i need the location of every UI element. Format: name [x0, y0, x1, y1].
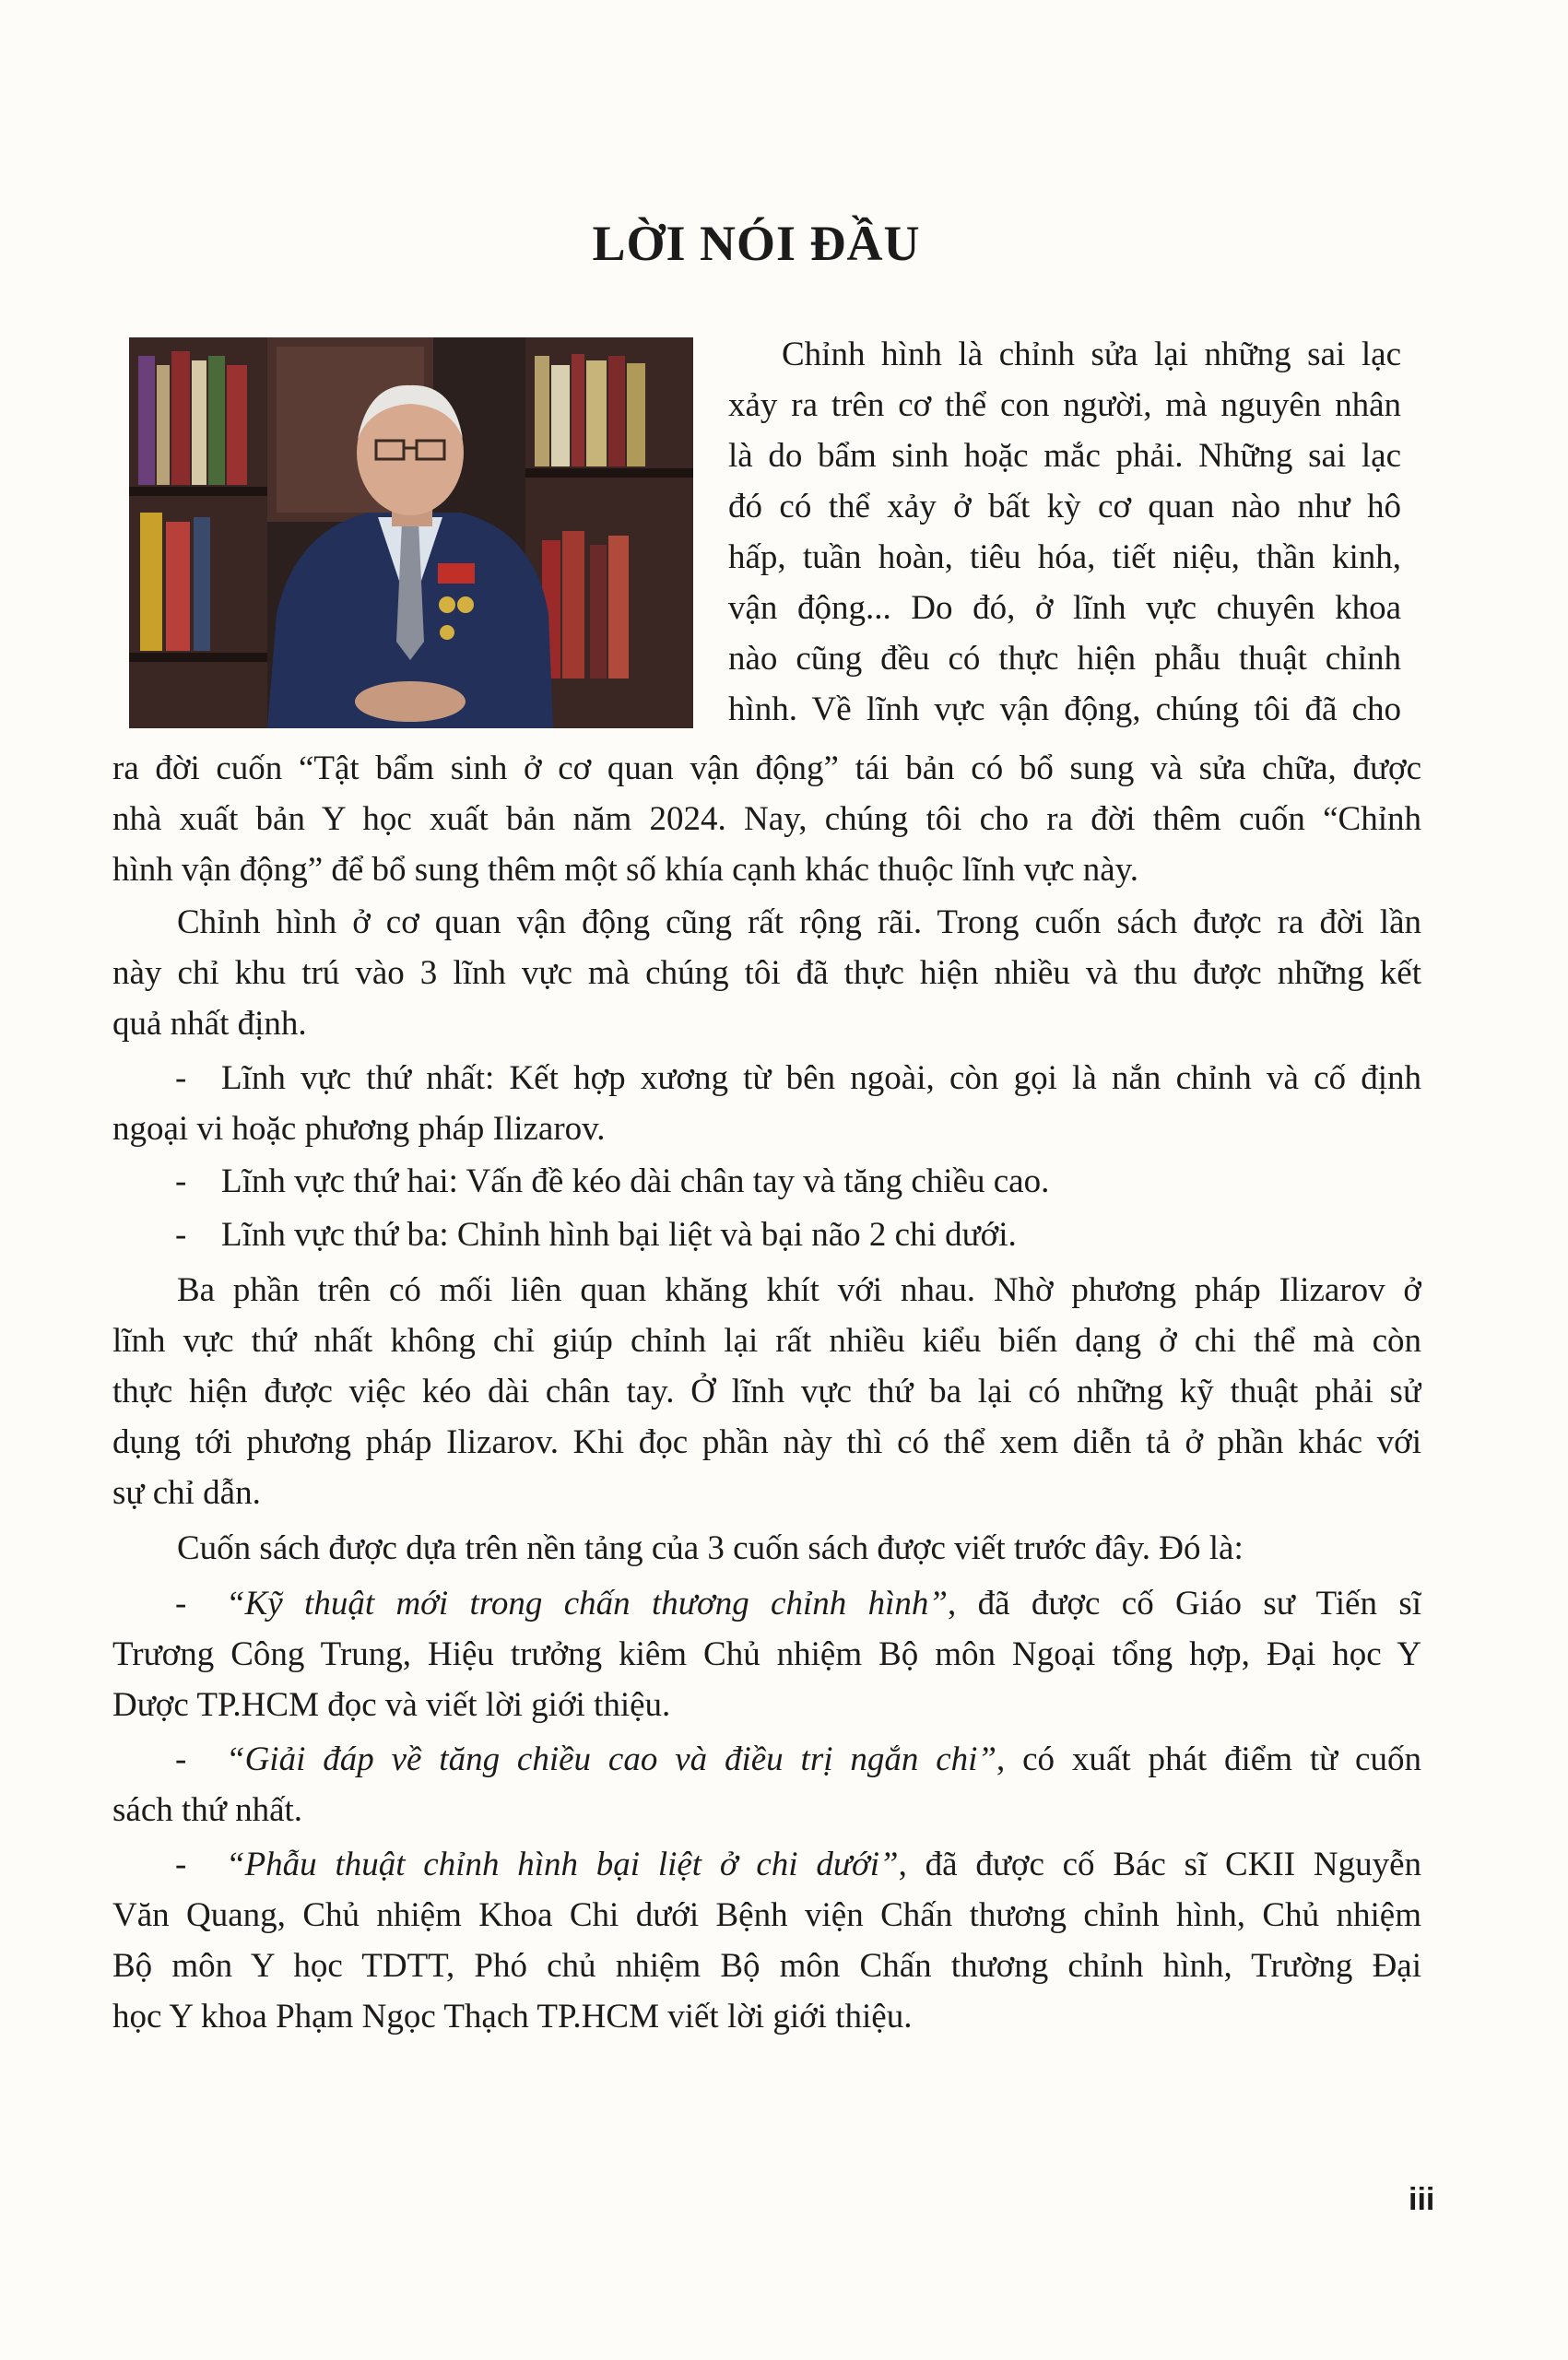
- intro-line-2: xảy ra trên cơ thể con người, mà nguyên nhân: [728, 386, 1401, 424]
- page-number: iii: [1409, 2182, 1435, 2217]
- para4-line: Cuốn sách được dựa trên nền tảng của 3 cuốn sách được viết trước đây. Đó là:: [177, 1529, 1244, 1567]
- book2-line-1: [226, 1734, 1421, 1785]
- para3-line-2: lĩnh vực thứ nhất không chỉ giúp chỉnh lại rất nhiều kiểu biến dạng ở chi thể mà còn: [112, 1322, 1421, 1360]
- list-dash: -: [175, 1585, 187, 1622]
- book3-line-4: học Y khoa Phạm Ngọc Thạch TP.HCM viết lời giới thiệu.: [112, 1998, 913, 2036]
- para3-line-3: thực hiện được việc kéo dài chân tay. Ở lĩnh vực thứ ba lại có những kỹ thuật phải sử: [112, 1373, 1421, 1410]
- book3-rest: , đã được cố Bác sĩ CKII Nguyễn: [898, 1846, 1421, 1883]
- para2-line-2: này chỉ khu trú vào 3 lĩnh vực mà chúng tôi đã thực hiện nhiều và thu được những kết: [112, 954, 1421, 992]
- intro-line-7: nào cũng đều có thực hiện phẫu thuật chỉnh: [728, 640, 1401, 678]
- intro-line-4: đó có thể xảy ở bất kỳ cơ quan nào như hô: [728, 488, 1401, 525]
- intro-line-1: Chỉnh hình là chỉnh sửa lại những sai lạc: [782, 336, 1401, 373]
- para3-line-5: sự chỉ dẫn.: [112, 1474, 261, 1512]
- intro-line-6: vận động... Do đó, ở lĩnh vực chuyên khoa: [728, 589, 1401, 627]
- field1-line-2: ngoại vi hoặc phương pháp Ilizarov.: [112, 1110, 606, 1148]
- para3-line-4: dụng tới phương pháp Ilizarov. Khi đọc phần này thì có thể xem diễn tả ở phần khác với: [112, 1423, 1421, 1461]
- list-dash: -: [175, 1740, 187, 1778]
- book2-line-2: sách thứ nhất.: [112, 1791, 303, 1829]
- book2-rest: , có xuất phát điểm từ cuốn: [996, 1740, 1421, 1778]
- intro-line-10: nhà xuất bản Y học xuất bản năm 2024. Nay, chúng tôi cho ra đời thêm cuốn “Chỉnh: [112, 800, 1421, 838]
- book3-line-2: Văn Quang, Chủ nhiệm Khoa Chi dưới Bệnh viện Chấn thương chỉnh hình, Chủ nhiệm: [112, 1896, 1421, 1934]
- field3-line: Lĩnh vực thứ ba: Chỉnh hình bại liệt và bại não 2 chi dưới.: [221, 1216, 1017, 1254]
- book1-line-3: Dược TP.HCM đọc và viết lời giới thiệu.: [112, 1686, 671, 1724]
- book1-title: “Kỹ thuật mới trong chấn thương chỉnh hình”: [226, 1585, 948, 1622]
- intro-line-5: hấp, tuần hoàn, tiêu hóa, tiết niệu, thần kinh,: [728, 538, 1401, 576]
- book3-line-3: Bộ môn Y học TDTT, Phó chủ nhiệm Bộ môn Chấn thương chỉnh hình, Trường Đại: [112, 1947, 1421, 1985]
- para3-line-1: Ba phần trên có mối liên quan khăng khít với nhau. Nhờ phương pháp Ilizarov ở: [177, 1271, 1421, 1309]
- book1-line-1: [226, 1578, 1421, 1629]
- book1-rest: , đã được cố Giáo sư Tiến sĩ: [947, 1585, 1421, 1622]
- list-dash: -: [175, 1846, 187, 1883]
- book2-title: “Giải đáp về tăng chiều cao và điều trị ngắn chi”: [226, 1740, 996, 1778]
- field1-line-1: Lĩnh vực thứ nhất: Kết hợp xương từ bên ngoài, còn gọi là nắn chỉnh và cố định: [221, 1059, 1421, 1097]
- book3-title: “Phẫu thuật chỉnh hình bại liệt ở chi dưới”: [226, 1846, 899, 1883]
- intro-line-3: là do bẩm sinh hoặc mắc phải. Những sai lạc: [728, 437, 1401, 475]
- author-portrait-image: [129, 337, 693, 728]
- intro-line-8: hình. Về lĩnh vực vận động, chúng tôi đã cho: [728, 690, 1401, 728]
- list-dash: -: [175, 1059, 187, 1097]
- intro-line-9: ra đời cuốn “Tật bẩm sinh ở cơ quan vận động” tái bản có bổ sung và sửa chữa, được: [112, 749, 1421, 787]
- author-photo: [129, 337, 693, 728]
- book1-line-2: Trương Công Trung, Hiệu trưởng kiêm Chủ nhiệm Bộ môn Ngoại tổng hợp, Đại học Y: [112, 1635, 1421, 1673]
- intro-line-11: hình vận động” để bổ sung thêm một số khía cạnh khác thuộc lĩnh vực này.: [112, 851, 1139, 889]
- para2-line-1: Chỉnh hình ở cơ quan vận động cũng rất rộng rãi. Trong cuốn sách được ra đời lần: [177, 903, 1421, 941]
- para2-line-3: quả nhất định.: [112, 1005, 307, 1043]
- page-title: LỜI NÓI ĐẦU: [592, 216, 921, 271]
- list-dash: -: [175, 1216, 187, 1254]
- field2-line: Lĩnh vực thứ hai: Vấn đề kéo dài chân tay và tăng chiều cao.: [221, 1162, 1050, 1200]
- book3-line-1: [226, 1839, 1421, 1890]
- list-dash: -: [175, 1162, 187, 1200]
